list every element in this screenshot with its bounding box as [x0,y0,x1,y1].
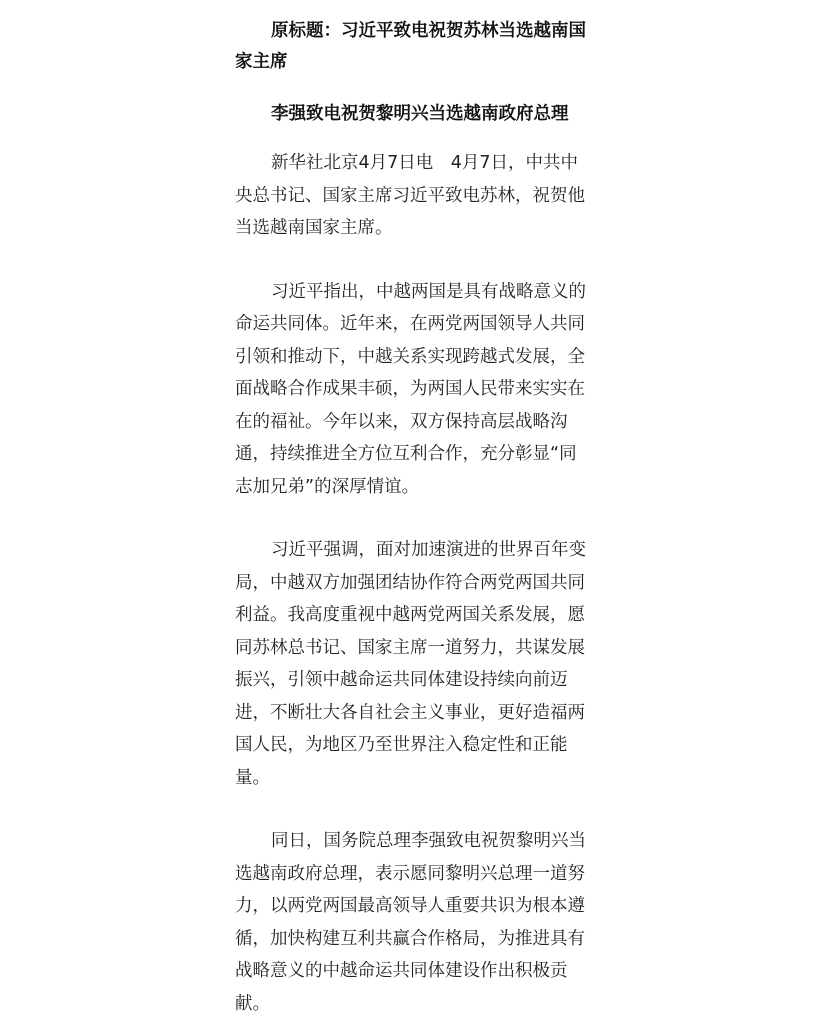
article-body [235,16,591,1020]
article-subtitle: 李强致电祝贺黎明兴当选越南政府总理 [271,104,569,124]
paragraph-2: 习近平指出，中越两国是具有战略意义的命运共同体。近年来，在两党两国领导人共同引领和推动下，中越关系实现跨越式发展，全面战略合作成果丰硕，为两国人民带来实实在在的福祉。今年以来，双方保持高层战略沟通，持续推进全方位互利合作，充分彰显“同志加兄弟”的深厚情谊。 [235,281,586,497]
paragraph-4: 同日，国务院总理李强致电祝贺黎明兴当选越南政府总理，表示愿同黎明兴总理一道努力，以两党两国最高领导人重要共识为根本遵循，加快构建互利共赢合作格局，为推进具有战略意义的中越命运共同体建设作出积极贡献。 [235,831,586,1014]
paragraph-3: 习近平强调，面对加速演进的世界百年变局，中越双方加强团结协作符合两党两国共同利益。我高度重视中越两党两国关系发展，愿同苏林总书记、国家主席一道努力，共谋发展振兴，引领中越命运共同体建设持续向前迈进，不断壮大各自社会主义事业，更好造福两国人民，为地区乃至世界注入稳定性和正能量。 [235,540,586,788]
paragraph-1: 新华社北京4月7日电 4月7日，中共中央总书记、国家主席习近平致电苏林，祝贺他当选越南国家主席。 [235,153,585,238]
original-title: 原标题：习近平致电祝贺苏林当选越南国家主席 [235,21,586,72]
